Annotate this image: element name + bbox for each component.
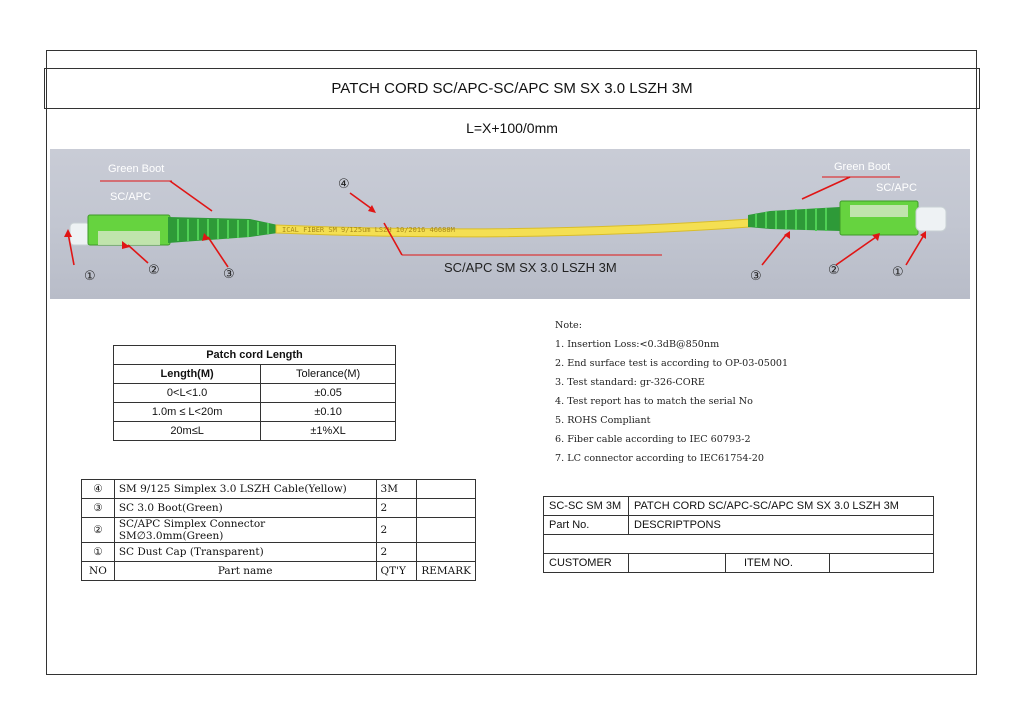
list-item: 6. Fiber cable according to IEC 60793-2 [555, 434, 751, 445]
table-cell: ④ [82, 480, 115, 499]
product-code: SC-SC SM 3M [544, 497, 629, 516]
part-no-value: DESCRIPTPONS [629, 516, 934, 535]
table-row [82, 543, 476, 562]
table-cell: 2 [376, 518, 417, 543]
table-cell [417, 499, 476, 518]
sc-apc-left-label: SC/APC [110, 191, 151, 203]
footer-remark: REMARK [417, 562, 476, 581]
cable-print: ICAL FIBER SM 9/125um LSZH 10/2016 46688M [282, 226, 455, 234]
length-formula: L=X+100/0mm [466, 120, 558, 136]
left-dust-cap [70, 223, 90, 245]
table-cell: 20m≤L [114, 422, 261, 441]
list-item: 1. Insertion Loss:<0.3dB@850nm [555, 339, 720, 350]
table-row [114, 403, 396, 422]
table-cell: ① [82, 543, 115, 562]
marker-left-3: ③ [223, 267, 235, 282]
table-cell: 0<L<1.0 [114, 384, 261, 403]
customer-value [629, 554, 726, 573]
left-connector-latch [98, 231, 160, 245]
table-cell: ③ [82, 499, 115, 518]
patch-cord-photo [50, 149, 970, 299]
marker-right-1: ① [892, 265, 904, 280]
table-cell [417, 518, 476, 543]
list-item: 7. LC connector according to IEC61754-20 [555, 453, 764, 464]
marker-cable-4: ④ [338, 177, 350, 192]
tolerance-header-length: Length(M) [114, 365, 261, 384]
table-row [82, 499, 476, 518]
table-cell [417, 480, 476, 499]
table-row [82, 518, 476, 543]
table-cell: ±0.10 [261, 403, 396, 422]
parts-table [81, 479, 476, 581]
footer-part-name: Part name [114, 562, 376, 581]
tolerance-table [113, 345, 396, 441]
part-no-label: Part No. [544, 516, 629, 535]
footer-qty: QT'Y [376, 562, 417, 581]
tolerance-header-tolerance: Tolerance(M) [261, 365, 396, 384]
list-item: 4. Test report has to match the serial No [555, 396, 753, 407]
sc-apc-right-label: SC/APC [876, 182, 917, 194]
table-cell: SM 9/125 Simplex 3.0 LSZH Cable(Yellow) [114, 480, 376, 499]
marker-left-2: ② [148, 263, 160, 278]
marker-right-2: ② [828, 263, 840, 278]
green-boot-left-label: Green Boot [108, 163, 165, 175]
tolerance-caption: Patch cord Length [114, 346, 396, 365]
table-cell: SC Dust Cap (Transparent) [114, 543, 376, 562]
table-cell: 3M [376, 480, 417, 499]
table-cell: 2 [376, 543, 417, 562]
green-boot-right-label: Green Boot [834, 161, 891, 173]
table-cell: 1.0m ≤ L<20m [114, 403, 261, 422]
table-row [114, 422, 396, 441]
notes-heading: Note: [555, 320, 582, 331]
customer-label: CUSTOMER [544, 554, 629, 573]
list-item: 2. End surface test is according to OP-03-05001 [555, 358, 789, 369]
table-cell: SC/APC Simplex Connector SM∅3.0mm(Green) [114, 518, 376, 543]
title-block-table [543, 496, 934, 573]
marker-right-3: ③ [750, 269, 762, 284]
drawing-title-text: PATCH CORD SC/APC-SC/APC SM SX 3.0 LSZH 3M [331, 80, 693, 97]
item-no-value [830, 554, 934, 573]
table-cell: ±0.05 [261, 384, 396, 403]
cable-spec-label: SC/APC SM SX 3.0 LSZH 3M [444, 260, 617, 275]
right-connector-latch [850, 205, 908, 217]
notes-section [555, 318, 788, 470]
footer-no: NO [82, 562, 115, 581]
table-row [114, 384, 396, 403]
table-cell [417, 543, 476, 562]
product-description: PATCH CORD SC/APC-SC/APC SM SX 3.0 LSZH 3M [629, 497, 934, 516]
table-row [82, 480, 476, 499]
list-item: 3. Test standard: gr-326-CORE [555, 377, 705, 388]
table-cell: ±1%XL [261, 422, 396, 441]
right-dust-cap [916, 207, 946, 231]
marker-left-1: ① [84, 269, 96, 284]
table-cell: 2 [376, 499, 417, 518]
blank-row [544, 535, 934, 554]
table-cell: SC 3.0 Boot(Green) [114, 499, 376, 518]
table-cell: ② [82, 518, 115, 543]
parts-table-footer [82, 562, 476, 581]
drawing-title [44, 68, 980, 109]
list-item: 5. ROHS Compliant [555, 415, 651, 426]
item-no-label: ITEM NO. [726, 554, 830, 573]
left-boot [168, 217, 278, 243]
